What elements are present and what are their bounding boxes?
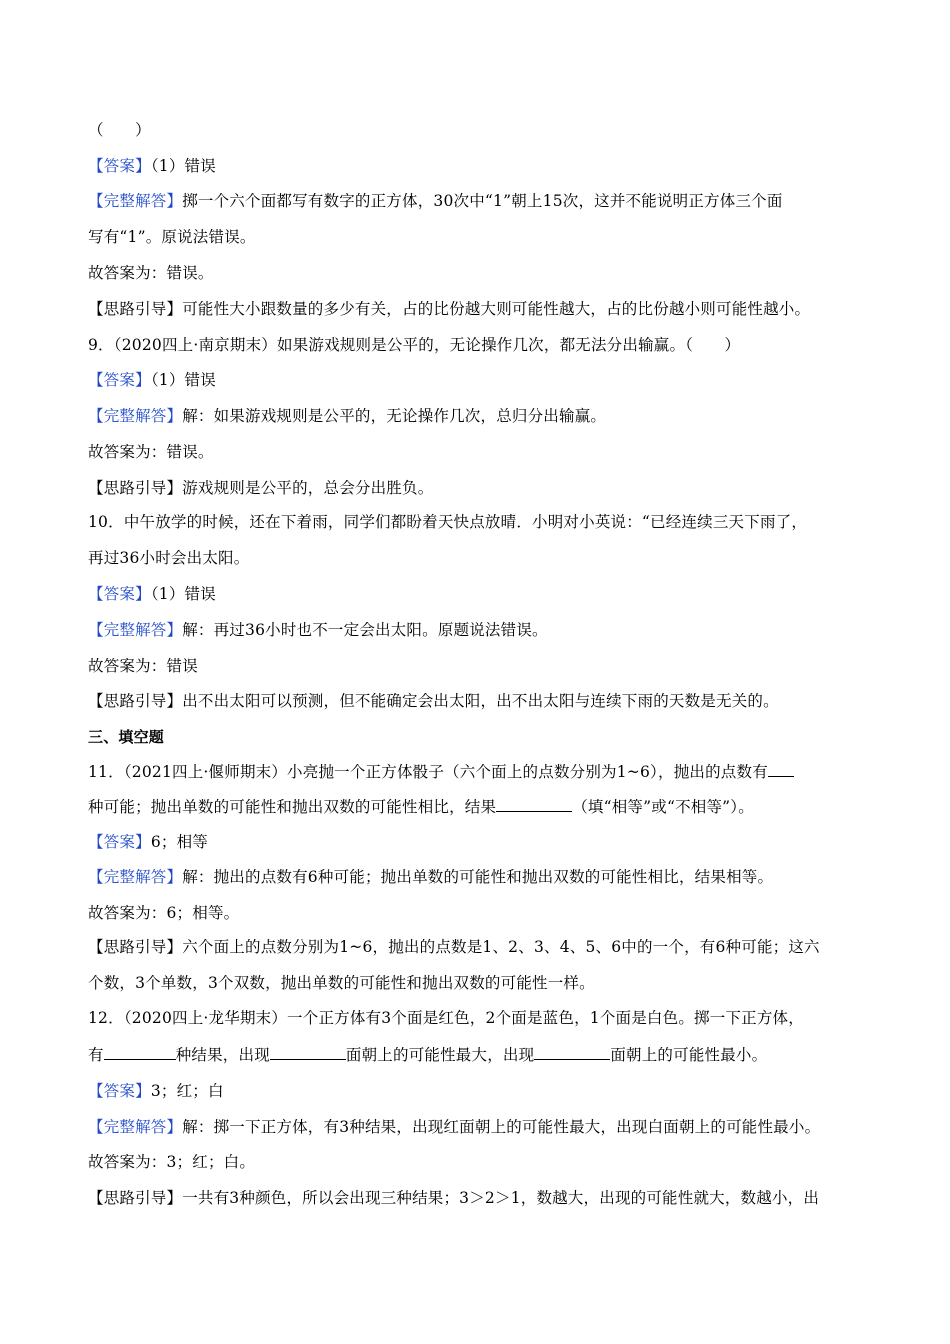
- hint-tag: 【思路引导】: [88, 479, 183, 497]
- fill-blank[interactable]: [104, 1045, 176, 1060]
- fill-blank[interactable]: [496, 797, 572, 812]
- solution-text: 解：如果游戏规则是公平的，无论操作几次，总归分出输赢。: [182, 407, 607, 425]
- answer-value: （1）错误: [150, 371, 216, 389]
- answer-line: [88, 1081, 224, 1101]
- conclusion-line: 故答案为：6；相等。: [88, 904, 240, 922]
- hint-text: 游戏规则是公平的，总会分出胜负。: [182, 479, 434, 497]
- question-11-text-b: （填“相等”或“不相等”）。: [572, 798, 754, 816]
- solution-tag: 【完整解答】: [88, 868, 183, 886]
- answer-value: （1）错误: [150, 157, 216, 175]
- hint-text: 可能性大小跟数量的多少有关，占的比份越大则可能性越大，占的比份越小则可能性越小。: [182, 300, 811, 318]
- solution-line: [88, 620, 548, 640]
- question-11-continued: [88, 797, 754, 817]
- answer-tag: 【答案】: [88, 585, 151, 603]
- solution-line: [88, 1117, 820, 1137]
- hint-text: 一共有3种颜色，所以会出现三种结果；3＞2＞1，数越大，出现的可能性就大，数越小，出: [182, 1189, 820, 1207]
- question-12-continued: [88, 1045, 767, 1065]
- hint-tag: 【思路引导】: [88, 300, 183, 318]
- fill-blank[interactable]: [534, 1045, 610, 1060]
- question-12: 12．（2020四上·龙华期末）一个正方体有3个面是红色，2个面是蓝色，1个面是白色。掷一下正方体，: [88, 1009, 804, 1027]
- answer-line: [88, 584, 216, 604]
- hint-line: [88, 1188, 819, 1208]
- conclusion-line: 故答案为：错误。: [88, 443, 214, 461]
- hint-tag: 【思路引导】: [88, 1189, 183, 1207]
- solution-tag: 【完整解答】: [88, 1118, 183, 1136]
- question-11: [88, 762, 794, 782]
- question-12-text-c: 面朝上的可能性最大，出现: [345, 1046, 535, 1064]
- answer-value: 3；红；白: [150, 1082, 224, 1100]
- solution-tag: 【完整解答】: [88, 621, 183, 639]
- question-11-text-a: 种可能；抛出单数的可能性和抛出双数的可能性相比，结果: [88, 798, 497, 816]
- answer-line: [88, 370, 216, 390]
- solution-text: 解：再过36小时也不一定会出太阳。原题说法错误。: [182, 621, 548, 639]
- fill-blank[interactable]: [768, 762, 794, 777]
- hint-text: 出不出太阳可以预测，但不能确定会出太阳，出不出太阳与连续下雨的天数是无关的。: [182, 692, 779, 710]
- solution-tag: 【完整解答】: [88, 407, 183, 425]
- hint-line: [88, 299, 810, 319]
- question-12-text-a: 有: [88, 1046, 104, 1064]
- answer-value: 6；相等: [150, 833, 208, 851]
- hint-line: [88, 691, 779, 711]
- question-12-text-d: 面朝上的可能性最小。: [610, 1046, 768, 1064]
- solution-text: 解：抛出的点数有6种可能；抛出单数的可能性和抛出双数的可能性相比，结果相等。: [182, 868, 774, 886]
- hint-text: 六个面上的点数分别为1~6，抛出的点数是1、2、3、4、5、6中的一个，有6种可能；这六: [182, 938, 820, 956]
- hint-tag: 【思路引导】: [88, 692, 183, 710]
- question-10: 10．中午放学的时候，还在下着雨，同学们都盼着天快点放晴．小明对小英说：“已经连续三天下雨了，: [88, 513, 808, 531]
- question-9: 9．（2020四上·南京期末）如果游戏规则是公平的，无论操作几次，都无法分出输赢。（ ）: [88, 336, 741, 354]
- answer-value: （1）错误: [150, 585, 216, 603]
- conclusion-line: 故答案为：3；红；白。: [88, 1153, 256, 1171]
- answer-tag: 【答案】: [88, 1082, 151, 1100]
- hint-tag: 【思路引导】: [88, 938, 183, 956]
- answer-tag: 【答案】: [88, 833, 151, 851]
- solution-text: 解：掷一下正方体，有3种结果，出现红面朝上的可能性最大，出现白面朝上的可能性最小。: [182, 1118, 821, 1136]
- fill-blank[interactable]: [270, 1045, 346, 1060]
- answer-tag: 【答案】: [88, 371, 151, 389]
- solution-line: [88, 191, 783, 211]
- solution-tag: 【完整解答】: [88, 192, 183, 210]
- answer-line: [88, 832, 208, 852]
- answer-line: [88, 156, 216, 176]
- question-12-text-b: 种结果，出现: [175, 1046, 270, 1064]
- question-10-continued: 再过36小时会出太阳。: [88, 549, 250, 567]
- hint-continued: 个数，3个单数，3个双数，抛出单数的可能性和抛出双数的可能性一样。: [88, 974, 595, 992]
- hint-line: [88, 937, 820, 957]
- hint-line: [88, 478, 433, 498]
- section-heading: 三、填空题: [88, 728, 165, 746]
- solution-continued: 写有“1”。原说法错误。: [88, 228, 256, 246]
- solution-line: [88, 867, 773, 887]
- question-11-text: 11．（2021四上·偃师期末）小亮抛一个正方体骰子（六个面上的点数分别为1~6），抛出的点数有: [88, 763, 768, 781]
- conclusion-line: 故答案为：错误。: [88, 264, 214, 282]
- answer-tag: 【答案】: [88, 157, 151, 175]
- solution-text: 掷一个六个面都写有数字的正方体，30次中“1”朝上15次，这并不能说明正方体三个面: [182, 192, 783, 210]
- answer-bracket: （ ）: [88, 121, 151, 139]
- solution-line: [88, 406, 606, 426]
- conclusion-line: 故答案为：错误: [88, 657, 198, 675]
